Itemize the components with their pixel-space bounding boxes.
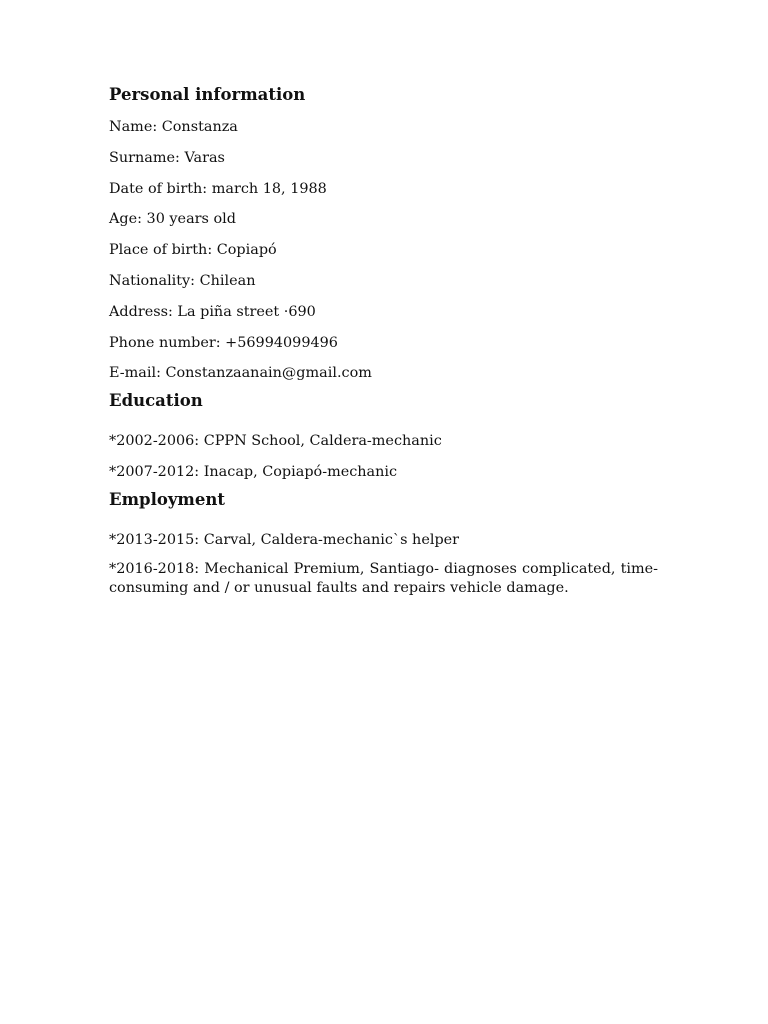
- place-of-birth-line: Place of birth: Copiapó: [109, 242, 277, 259]
- address-line: Address: La piña street ·690: [109, 303, 316, 320]
- surname-line: Surname: Varas: [109, 149, 225, 166]
- nationality-line: Nationality: Chilean: [109, 272, 256, 289]
- education-entry: *2007-2012: Inacap, Copiapó-mechanic: [109, 464, 398, 481]
- email-line: E-mail: Constanzaanain@gmail.com: [109, 365, 372, 382]
- employment-entry: *2013-2015: Carval, Caldera-mechanic`s helper: [109, 532, 460, 549]
- employment-heading: Employment: [109, 490, 226, 510]
- education-heading: Education: [109, 391, 203, 411]
- name-line: Name: Constanza: [109, 119, 238, 135]
- phone-number-line: Phone number: +56994099496: [109, 334, 338, 351]
- education-entry: *2002-2006: CPPN School, Caldera-mechanic: [109, 433, 442, 450]
- date-of-birth-line: Date of birth: march 18, 1988: [109, 180, 327, 197]
- resume-content: [109, 84, 658, 598]
- personal-information-heading: Personal information: [109, 85, 306, 104]
- education-list: [109, 432, 658, 481]
- employment-entry: *2016-2018: Mechanical Premium, Santiago- diagnoses complicated, time-consuming and / or unusual faults and repairs vehicle damage.: [109, 561, 658, 597]
- employment-list: [109, 531, 658, 598]
- personal-information-list: [109, 118, 658, 382]
- age-line: Age: 30 years old: [109, 211, 236, 228]
